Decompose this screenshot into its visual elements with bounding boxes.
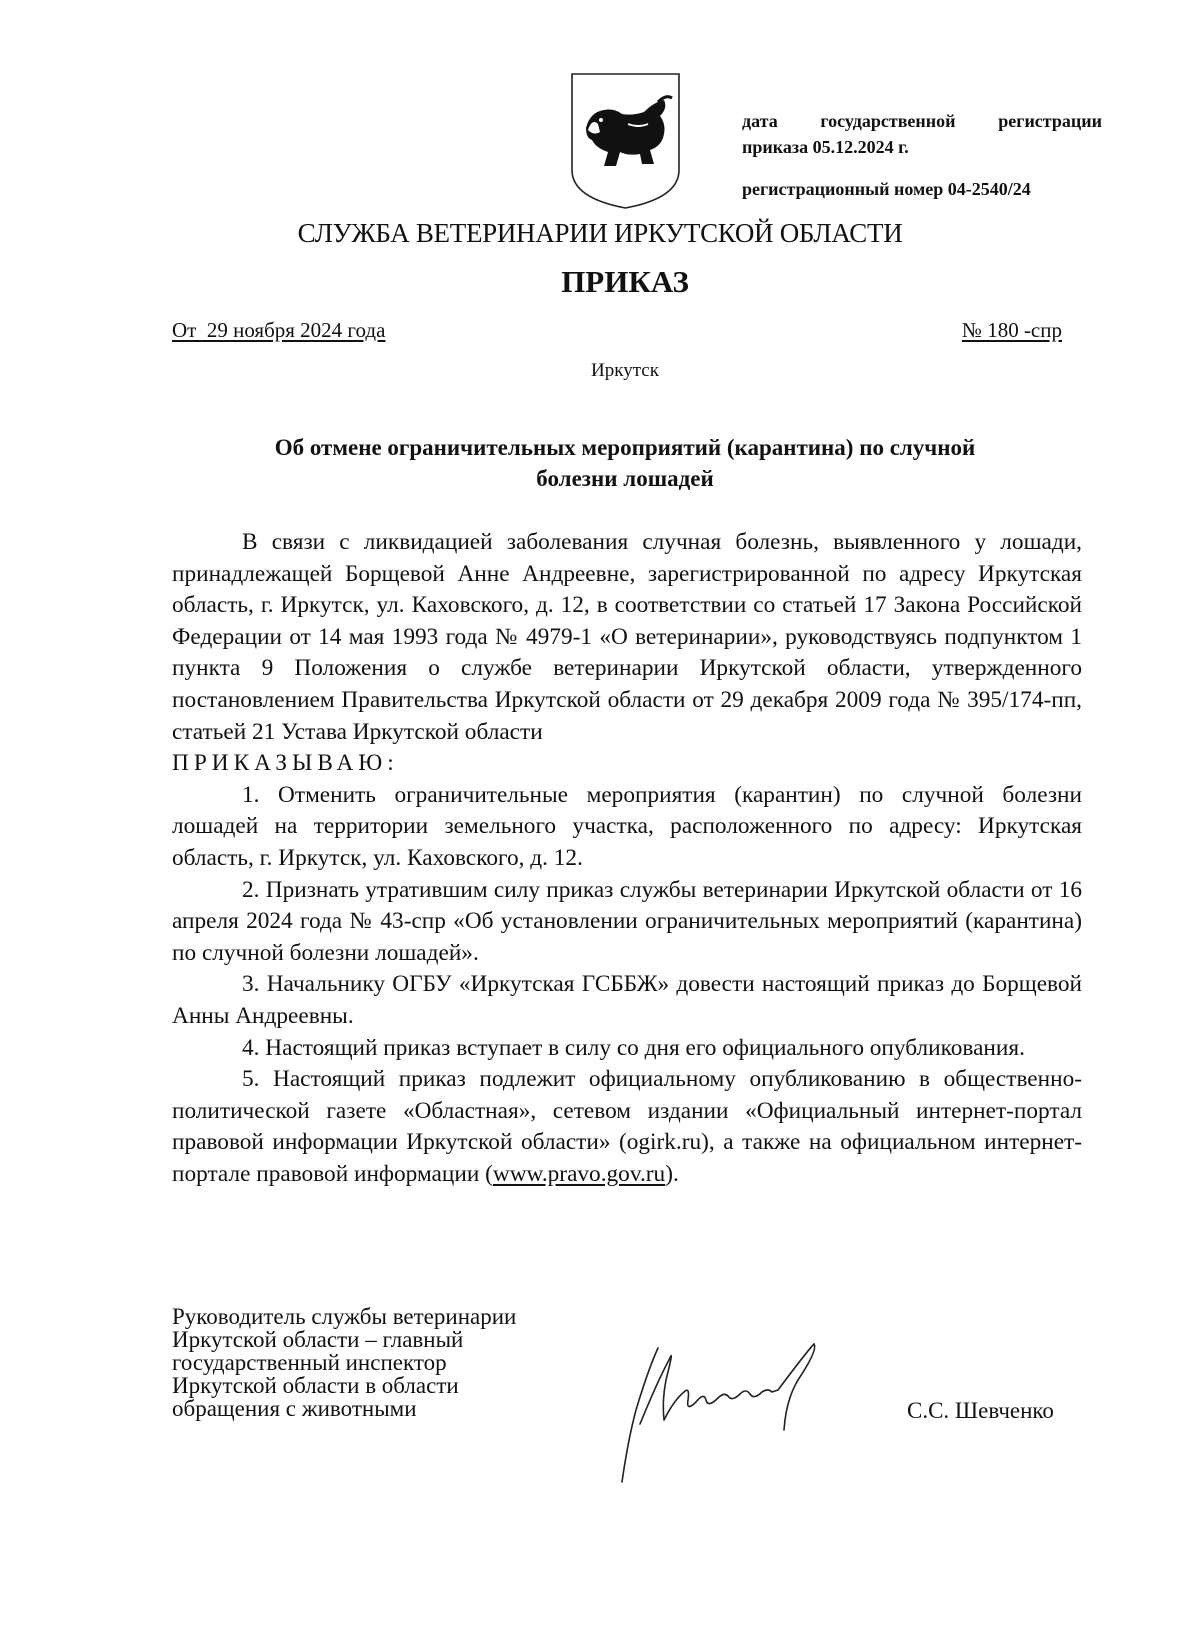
order-item — [172, 1064, 1082, 1190]
order-date: От 29 ноября 2024 года — [172, 318, 386, 342]
position-line: Иркутской области в области — [172, 1373, 459, 1398]
item-tail: ). — [665, 1160, 679, 1187]
handwritten-signature — [618, 1340, 843, 1490]
registration-word: государственной — [820, 111, 956, 131]
pravo-link[interactable]: www.pravo.gov.ru — [492, 1160, 666, 1187]
order-item: 2. Признать утратившим силу приказ службы ветеринарии Иркутской области от 16 апреля 2024 года № 43-спр «Об установлении ограничительных мероприятий (карантина) по случной болезни лошадей». — [172, 876, 1082, 966]
position-line: Руководитель службы ветеринарии — [172, 1304, 517, 1329]
registration-stamp — [742, 108, 1102, 202]
order-item: 1. Отменить ограничительные мероприятия (карантин) по случной болезни лошадей на территории земельного участка, расположенного по адресу: Иркутская область, г. Иркутск, ул. Каховского, д. 12. — [172, 781, 1082, 871]
command-word: ПРИКАЗЫВАЮ: — [172, 750, 399, 777]
signer-position — [172, 1305, 516, 1420]
title-line: Об отмене ограничительных мероприятий (карантина) по случной — [274, 435, 976, 460]
registration-word: регистрации — [998, 111, 1102, 131]
signer-name: С.С. Шевченко — [907, 1398, 1054, 1423]
coat-of-arms-emblem — [568, 72, 683, 210]
registration-word: дата — [742, 111, 778, 131]
organization-name: СЛУЖБА ВЕТЕРИНАРИИ ИРКУТСКОЙ ОБЛАСТИ — [297, 218, 903, 248]
order-item: 3. Начальнику ОГБУ «Иркутская ГСББЖ» довести настоящий приказ до Борщевой Анны Андреевны. — [172, 971, 1082, 1029]
order-item: 4. Настоящий приказ вступает в силу со дня его официального опубликования. — [242, 1034, 1025, 1061]
order-city: Иркутск — [591, 360, 659, 381]
order-body — [172, 527, 1082, 1190]
position-line: государственный инспектор — [172, 1350, 447, 1375]
order-title — [200, 432, 1050, 494]
registration-number: регистрационный номер 04-2540/24 — [742, 179, 1031, 199]
item-text: 5. Настоящий приказ подлежит официальному опубликованию в общественно-политической газете «Областная», сетевом издании «Официальный интернет-портал правовой информации Иркутской области» (ogirk.ru), а также на официальном интернет-портале правовой информации ( — [172, 1066, 1082, 1187]
registration-date: приказа 05.12.2024 г. — [742, 137, 909, 157]
document-type: ПРИКАЗ — [561, 264, 689, 299]
order-number: № 180 -спр — [961, 318, 1062, 342]
position-line: Иркутской области – главный — [172, 1327, 464, 1352]
preamble-paragraph: В связи с ликвидацией заболевания случная болезнь, выявленного у лошади, принадлежащей Борщевой Анне Андреевне, зарегистрированной по адресу Иркутская область, г. Иркутск, ул. Каховского, д. 12, в соответствии со статьей 17 Закона Российской Федерации от 14 мая 1993 года № 4979-1 «О ветеринарии», руководствуясь подпунктом 1 пункта 9 Положения о службе ветеринарии Иркутской области, утвержденного постановлением Правительства Иркутской области от 29 декабря 2009 года № 395/174-пп, статьей 21 Устава Иркутской области — [172, 529, 1082, 745]
position-line: обращения с животными — [172, 1396, 417, 1421]
title-line: болезни лошадей — [536, 466, 714, 491]
